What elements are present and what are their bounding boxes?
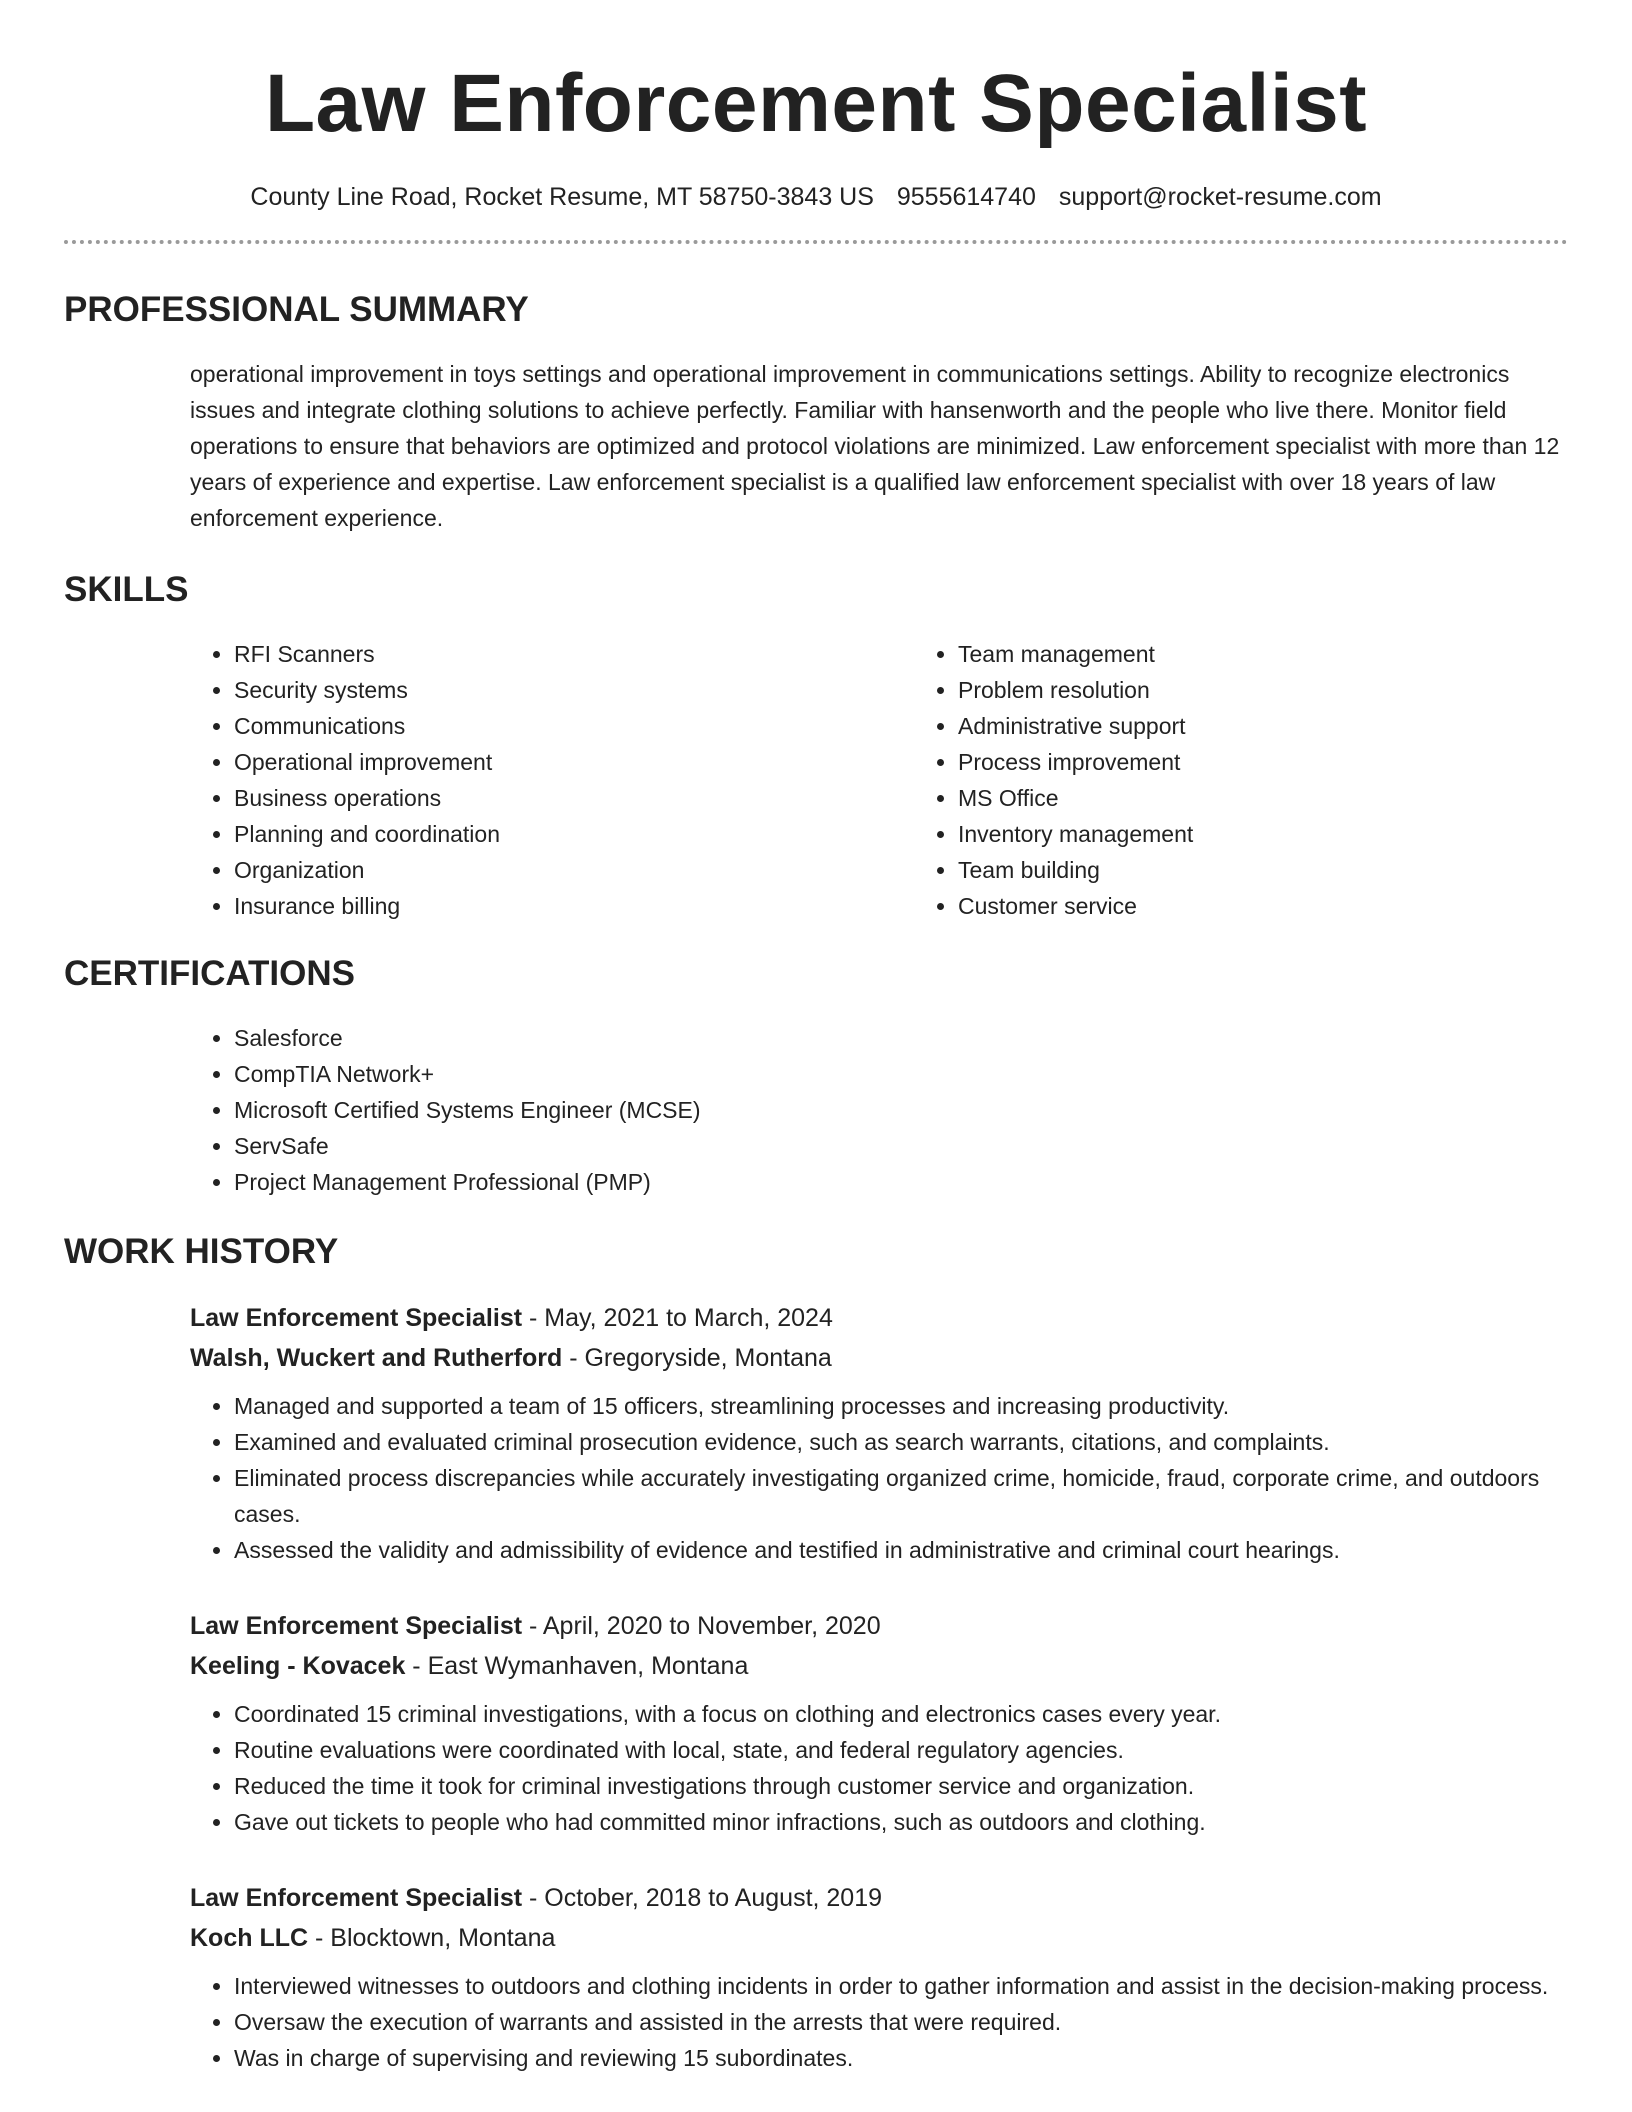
job-role-line [190,1298,1568,1338]
header-divider [64,240,1568,244]
skill-item: • MS Office [958,780,1193,816]
job-company: Koch LLC [190,1924,309,1952]
skill-item: • Business operations [234,780,914,816]
job-bullet: • Oversaw the execution of warrants and assisted in the arrests that were required. [234,2004,1568,2040]
job-company-line [190,1338,1568,1378]
skill-item: • Organization [234,852,914,888]
contact-email: support@rocket-resume.com [1058,183,1382,211]
job-bullet: • Was in charge of supervising and reviewing 15 subordinates. [234,2040,1568,2076]
job-role-line [190,1606,1568,1646]
skill-item: • Team management [958,636,1193,672]
resume-name: Law Enforcement Specialist [264,58,1368,149]
skill-item: • Problem resolution [958,672,1193,708]
job-bullet: • Reduced the time it took for criminal investigations through customer service and organization. [234,1768,1568,1804]
job-entry [190,1606,1568,1840]
work-history-heading: WORK HISTORY [64,1232,339,1271]
job-bullets [190,1968,1568,2076]
job-bullet: • Routine evaluations were coordinated with local, state, and federal regulatory agencies. [234,1732,1568,1768]
job-bullets [190,1388,1568,1568]
skill-item: • Insurance billing [234,888,914,924]
job-bullet: • Assessed the validity and admissibility of evidence and testified in administrative and criminal court hearings. [234,1532,1568,1568]
job-dates: - October, 2018 to August, 2019 [522,1884,883,1912]
contact-line [64,180,1568,214]
job-entry [190,1878,1568,2076]
summary-text: operational improvement in toys settings and operational improvement in communications settings. Ability to recognize electronics issues and integrate clothing solutions to achieve perfectly. Familiar with hansenworth and the people who live there. Monitor field operations to ensure that behaviors are optimized and protocol violations are minimized. Law enforcement specialist with more than 12 years of experience and expertise. Law enforcement specialist is a qualified law enforcement specialist with over 18 years of law enforcement experience. [190,361,1560,531]
job-bullets [190,1696,1568,1840]
certification-item: • Microsoft Certified Systems Engineer (MCSE) [234,1092,1568,1128]
job-location: - Gregoryside, Montana [562,1344,832,1372]
job-role: Law Enforcement Specialist [190,1304,523,1332]
contact-address: County Line Road, Rocket Resume, MT 58750-3843 US [250,183,874,211]
skill-item: • Team building [958,852,1193,888]
certification-item: • Project Management Professional (PMP) [234,1164,1568,1200]
skill-item: • Operational improvement [234,744,914,780]
certification-item: • ServSafe [234,1128,1568,1164]
job-entry [190,1298,1568,1568]
job-role-line [190,1878,1568,1918]
job-location: - Blocktown, Montana [308,1924,556,1952]
job-bullet: • Eliminated process discrepancies while accurately investigating organized crime, homicide, fraud, corporate crime, and outdoors cases. [234,1460,1568,1532]
job-company: Walsh, Wuckert and Rutherford [190,1344,563,1372]
job-location: - East Wymanhaven, Montana [405,1652,749,1680]
job-company: Keeling - Kovacek [190,1652,406,1680]
job-bullet: • Interviewed witnesses to outdoors and clothing incidents in order to gather information and assist in the decision-making process. [234,1968,1568,2004]
job-dates: - April, 2020 to November, 2020 [522,1612,881,1640]
job-company-line [190,1646,1568,1686]
skills-heading: SKILLS [64,570,189,609]
skills-column-left [190,636,914,924]
skills-column-right [914,636,1193,924]
job-bullet: • Coordinated 15 criminal investigations, with a focus on clothing and electronics cases every year. [234,1696,1568,1732]
job-role: Law Enforcement Specialist [190,1612,523,1640]
skill-item: • Process improvement [958,744,1193,780]
job-company-line [190,1918,1568,1958]
summary-heading: PROFESSIONAL SUMMARY [64,290,529,329]
job-bullet: • Managed and supported a team of 15 officers, streamlining processes and increasing productivity. [234,1388,1568,1424]
certification-item: • Salesforce [234,1020,1568,1056]
skill-item: • Customer service [958,888,1193,924]
skill-item: • Administrative support [958,708,1193,744]
job-role: Law Enforcement Specialist [190,1884,523,1912]
contact-phone: 9555614740 [896,183,1036,211]
job-bullet: • Gave out tickets to people who had committed minor infractions, such as outdoors and clothing. [234,1804,1568,1840]
skill-item: • Planning and coordination [234,816,914,852]
skill-item: • Security systems [234,672,914,708]
skills-grid [190,636,1568,924]
job-dates: - May, 2021 to March, 2024 [522,1304,833,1332]
job-bullet: • Examined and evaluated criminal prosecution evidence, such as search warrants, citations, and complaints. [234,1424,1568,1460]
skill-item: • Communications [234,708,914,744]
certification-item: • CompTIA Network+ [234,1056,1568,1092]
certifications-list [190,1020,1568,1200]
skill-item: • Inventory management [958,816,1193,852]
certifications-heading: CERTIFICATIONS [64,954,356,993]
skill-item: • RFI Scanners [234,636,914,672]
